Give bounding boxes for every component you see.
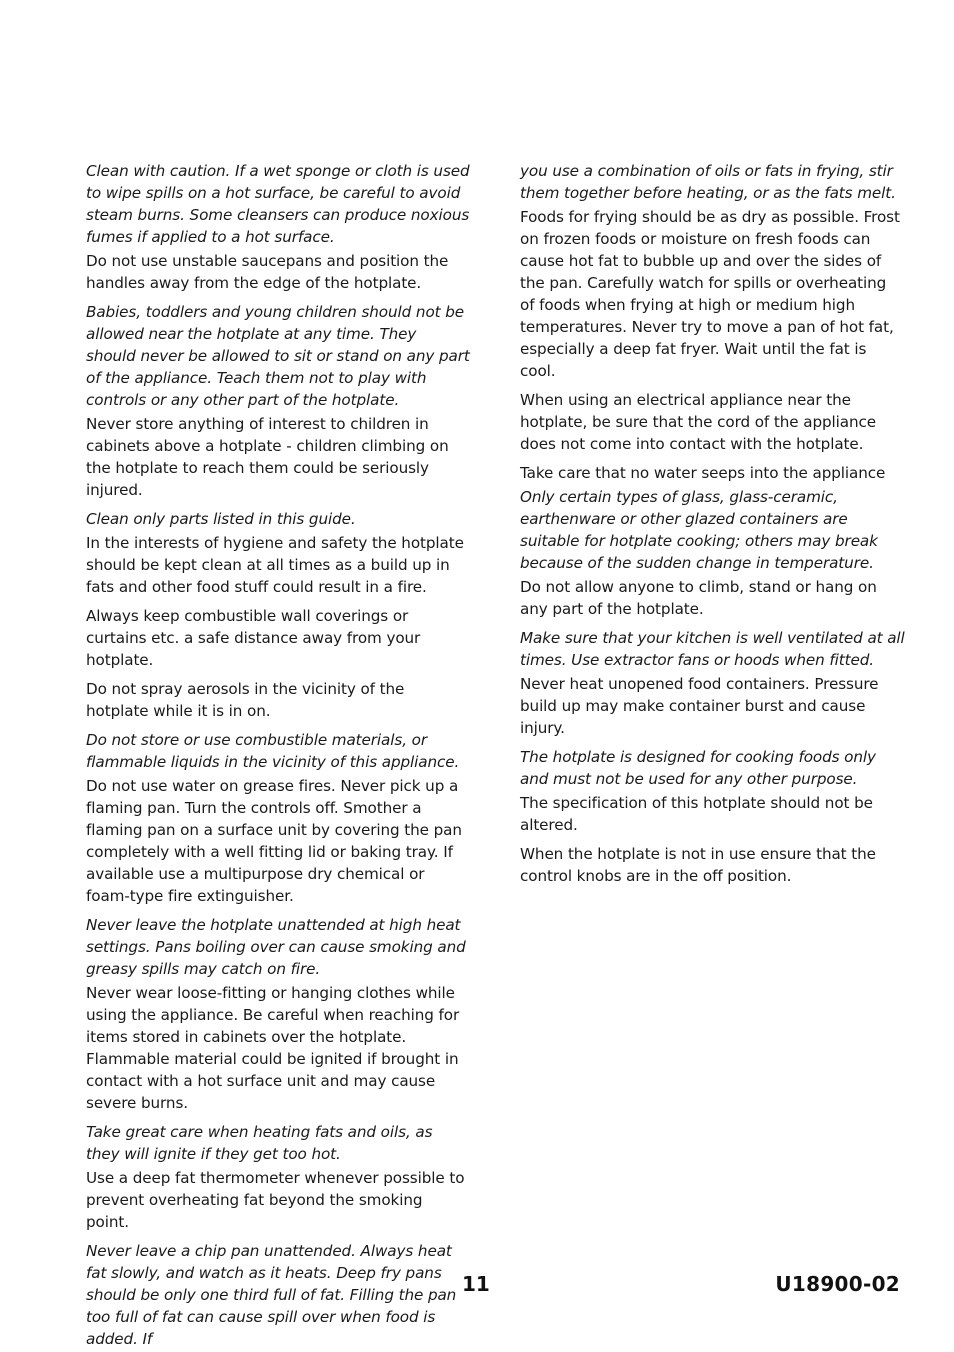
paragraph-control-knobs-off: When the hotplate is not in use ensure that the control knobs are in the off position. bbox=[520, 845, 876, 885]
paragraph-heating-fats: Take great care when heating fats and oils, as they will ignite if they get too hot. bbox=[86, 1123, 433, 1163]
paragraph-container-types: Only certain types of glass, glass-ceramic, earthenware or other glazed containers are suitable for hotplate cooking; others may break because of the sudden change in temperature. bbox=[520, 488, 878, 572]
paragraph-electrical-cord: When using an electrical appliance near the hotplate, be sure that the cord of the appliance does not come into contact with the hotplate. bbox=[520, 391, 877, 453]
paragraph-children-warning: Babies, toddlers and young children should not be allowed near the hotplate at any time. They should never be allowed to sit or stand on any part of the appliance. Teach them not to play with controls or any other part of the hotplate. bbox=[86, 303, 470, 409]
paragraph-unopened-containers: Never heat unopened food containers. Pressure build up may make container burst and cause injury. bbox=[520, 675, 879, 737]
paragraph-unstable-saucepans: Do not use unstable saucepans and position the handles away from the edge of the hotplate. bbox=[86, 252, 449, 292]
paragraph-unattended-high-heat: Never leave the hotplate unattended at high heat settings. Pans boiling over can cause smoking and greasy spills may catch on fire. bbox=[86, 916, 466, 978]
paragraph-aerosols: Do not spray aerosols in the vicinity of the hotplate while it is in on. bbox=[86, 680, 405, 720]
paragraph-cabinet-storage: Never store anything of interest to children in cabinets above a hotplate - children climbing on the hotplate to reach them could be seriously injured. bbox=[86, 415, 449, 499]
paragraph-ventilation: Make sure that your kitchen is well ventilated at all times. Use extractor fans or hoods when fitted. bbox=[520, 629, 905, 669]
document-code: U18900-02 bbox=[775, 1272, 900, 1296]
left-column bbox=[86, 160, 470, 1352]
paragraph-loose-clothing: Never wear loose-fitting or hanging clothes while using the appliance. Be careful when reaching for items stored in cabinets over the hotplate. Flammable material could be ignited if brought in contact with a hot surface unit and may cause severe burns. bbox=[86, 984, 460, 1112]
paragraph-chip-pan: Never leave a chip pan unattended. Always heat fat slowly, and watch as it heats. Deep fry pans should be only one third full of fat. Filling the pan too full of fat can cause spill over when food is added. If bbox=[86, 1242, 457, 1348]
paragraph-clean-with-caution: Clean with caution. If a wet sponge or cloth is used to wipe spills on a hot surface, be careful to avoid steam burns. Some cleansers can produce noxious fumes if applied to a hot surface. bbox=[86, 162, 470, 246]
paragraph-clean-listed-parts: Clean only parts listed in this guide. bbox=[86, 510, 356, 528]
paragraph-no-climbing: Do not allow anyone to climb, stand or hang on any part of the hotplate. bbox=[520, 578, 877, 618]
paragraph-wall-coverings: Always keep combustible wall coverings or curtains etc. a safe distance away from your hotplate. bbox=[86, 607, 421, 669]
paragraph-deep-fat-thermometer: Use a deep fat thermometer whenever possible to prevent overheating fat beyond the smoking point. bbox=[86, 1169, 465, 1231]
paragraph-grease-fires: Do not use water on grease fires. Never pick up a flaming pan. Turn the controls off. Smother a flaming pan on a surface unit by covering the pan completely with a well fitting lid or baking tray. If available use a multipurpose dry chemical or foam-type fire extinguisher. bbox=[86, 777, 462, 905]
paragraph-specification: The specification of this hotplate should not be altered. bbox=[520, 794, 873, 834]
paragraph-dry-foods: Foods for frying should be as dry as possible. Frost on frozen foods or moisture on fresh foods can cause hot fat to bubble up and over the sides of the pan. Carefully watch for spills or overheating of foods when frying at high or medium high temperatures. Never try to move a pan of hot fat, especially a deep fat fryer. Wait until the fat is cool. bbox=[520, 208, 900, 380]
paragraph-combustible-materials: Do not store or use combustible materials, or flammable liquids in the vicinity of this appliance. bbox=[86, 731, 460, 771]
paragraph-chip-pan-continued: you use a combination of oils or fats in frying, stir them together before heating, or as the fats melt. bbox=[520, 162, 896, 202]
right-column bbox=[520, 160, 905, 894]
paragraph-intended-use: The hotplate is designed for cooking foods only and must not be used for any other purpose. bbox=[520, 748, 876, 788]
paragraph-hygiene: In the interests of hygiene and safety the hotplate should be kept clean at all times as a build up in fats and other food stuff could result in a fire. bbox=[86, 534, 464, 596]
page-number: 11 bbox=[462, 1272, 490, 1296]
paragraph-water-seepage: Take care that no water seeps into the appliance bbox=[520, 464, 886, 482]
